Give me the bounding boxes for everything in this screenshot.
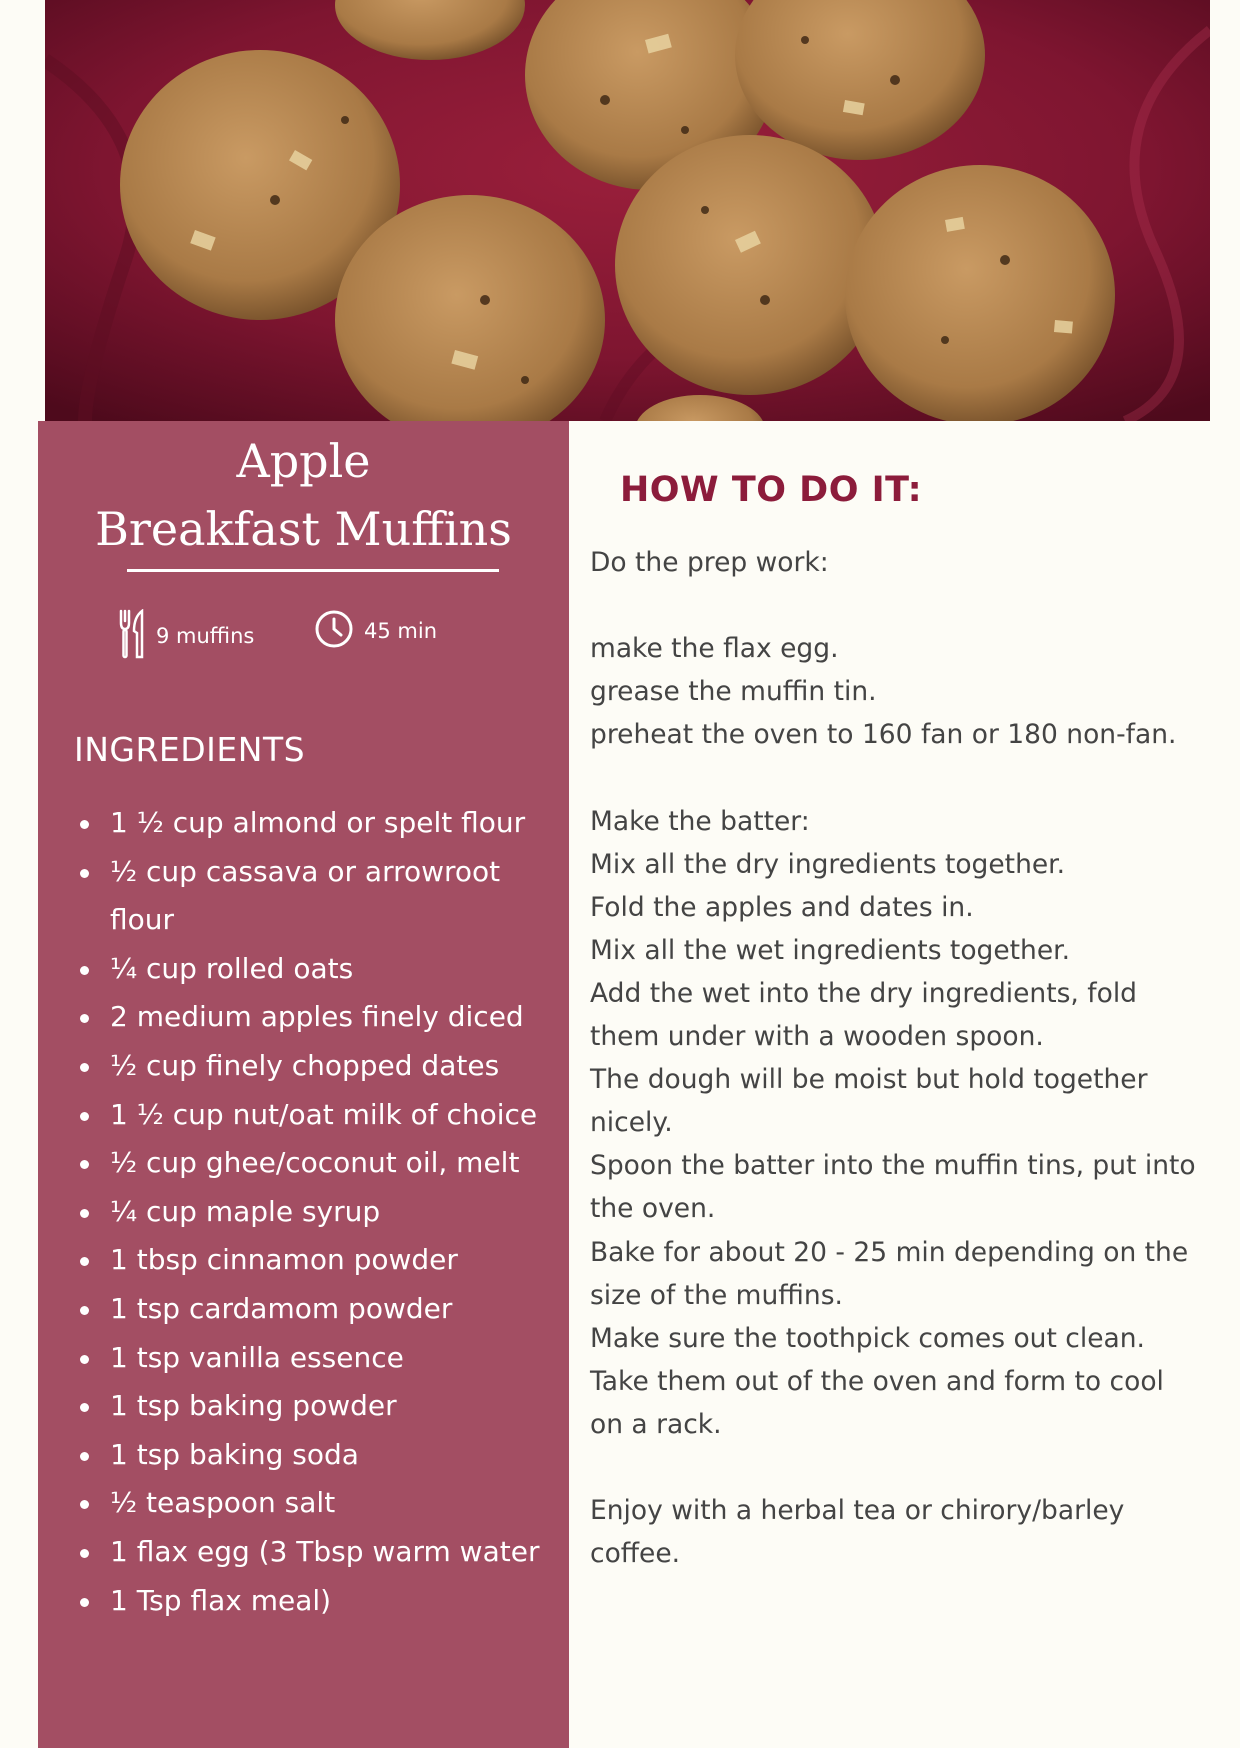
method-line: Bake for about 20 - 25 min depending on the <box>590 1236 1189 1268</box>
method-line: coffee. <box>590 1538 681 1570</box>
method-line: size of the muffins. <box>590 1279 843 1311</box>
ingredient-item: 1 tsp cardamom powder <box>74 1285 564 1334</box>
method-line <box>590 756 1210 799</box>
method-line: Make sure the toothpick comes out clean. <box>590 1322 1145 1354</box>
recipe-title-line-1: Apple <box>236 434 371 488</box>
method-line: on a rack. <box>590 1408 722 1440</box>
method-line: preheat the oven to 160 fan or 180 non-fan. <box>590 719 1177 751</box>
ingredient-item: ¼ cup rolled oats <box>74 945 564 994</box>
fork-knife-icon <box>118 609 146 663</box>
method-line: the oven. <box>590 1193 716 1225</box>
method-line: Do the prep work: <box>590 547 829 578</box>
ingredient-item: 2 medium apples finely diced <box>74 993 564 1042</box>
ingredient-item: 1 tsp baking soda <box>74 1431 564 1480</box>
ingredient-item: ½ teaspoon salt <box>74 1479 564 1528</box>
ingredient-item: 1 flax egg (3 Tbsp warm water <box>74 1528 564 1577</box>
method-line: Take them out of the oven and form to cool <box>590 1365 1164 1397</box>
method-line: make the flax egg. <box>590 633 839 665</box>
ingredient-list <box>74 799 564 1625</box>
ingredients-heading: INGREDIENTS <box>74 730 306 769</box>
ingredient-item: 1 tbsp cinnamon powder <box>74 1236 564 1285</box>
ingredient-item: 1 Tsp flax meal) <box>74 1577 564 1626</box>
ingredient-item: 1 ½ cup nut/oat milk of choice <box>74 1091 564 1140</box>
method-line: Enjoy with a herbal tea or chirory/barley <box>590 1495 1125 1527</box>
ingredient-item: 1 tsp baking powder <box>74 1382 564 1431</box>
title-divider <box>127 569 499 572</box>
ingredient-item: 1 ½ cup almond or spelt flour <box>74 799 564 848</box>
method-line: Fold the apples and dates in. <box>590 891 974 923</box>
ingredient-item: ¼ cup maple syrup <box>74 1188 564 1237</box>
method-line: Spoon the batter into the muffin tins, put into <box>590 1150 1196 1182</box>
method-line: them under with a wooden spoon. <box>590 1021 1044 1053</box>
recipe-title-line-2: Breakfast Muffins <box>95 502 512 556</box>
servings-text: 9 muffins <box>156 624 255 648</box>
time-info <box>314 609 437 653</box>
method-steps <box>590 541 1210 1575</box>
method-line: Mix all the dry ingredients together. <box>590 848 1066 880</box>
clock-icon <box>314 609 354 653</box>
method-heading: HOW TO DO IT: <box>620 470 923 510</box>
method-line: grease the muffin tin. <box>590 676 877 708</box>
ingredient-item: ½ cup finely chopped dates <box>74 1042 564 1091</box>
ingredient-item: ½ cup ghee/coconut oil, melt <box>74 1139 564 1188</box>
time-text: 45 min <box>364 619 437 643</box>
ingredient-item: ½ cup cassava or arrowroot flour <box>74 848 564 945</box>
method-line: Make the batter: <box>590 805 810 837</box>
method-line: Mix all the wet ingredients together. <box>590 934 1071 966</box>
recipe-title <box>38 427 569 563</box>
method-line: Add the wet into the dry ingredients, fold <box>590 977 1138 1009</box>
ingredient-item: 1 tsp vanilla essence <box>74 1334 564 1383</box>
method-line: nicely. <box>590 1107 673 1139</box>
method-line <box>590 1446 1210 1489</box>
ingredients-panel <box>38 421 569 1748</box>
servings-info <box>118 609 254 663</box>
hero-photo-muffins <box>45 0 1210 421</box>
method-line: The dough will be moist but hold together <box>590 1064 1148 1096</box>
method-line <box>590 584 1210 627</box>
